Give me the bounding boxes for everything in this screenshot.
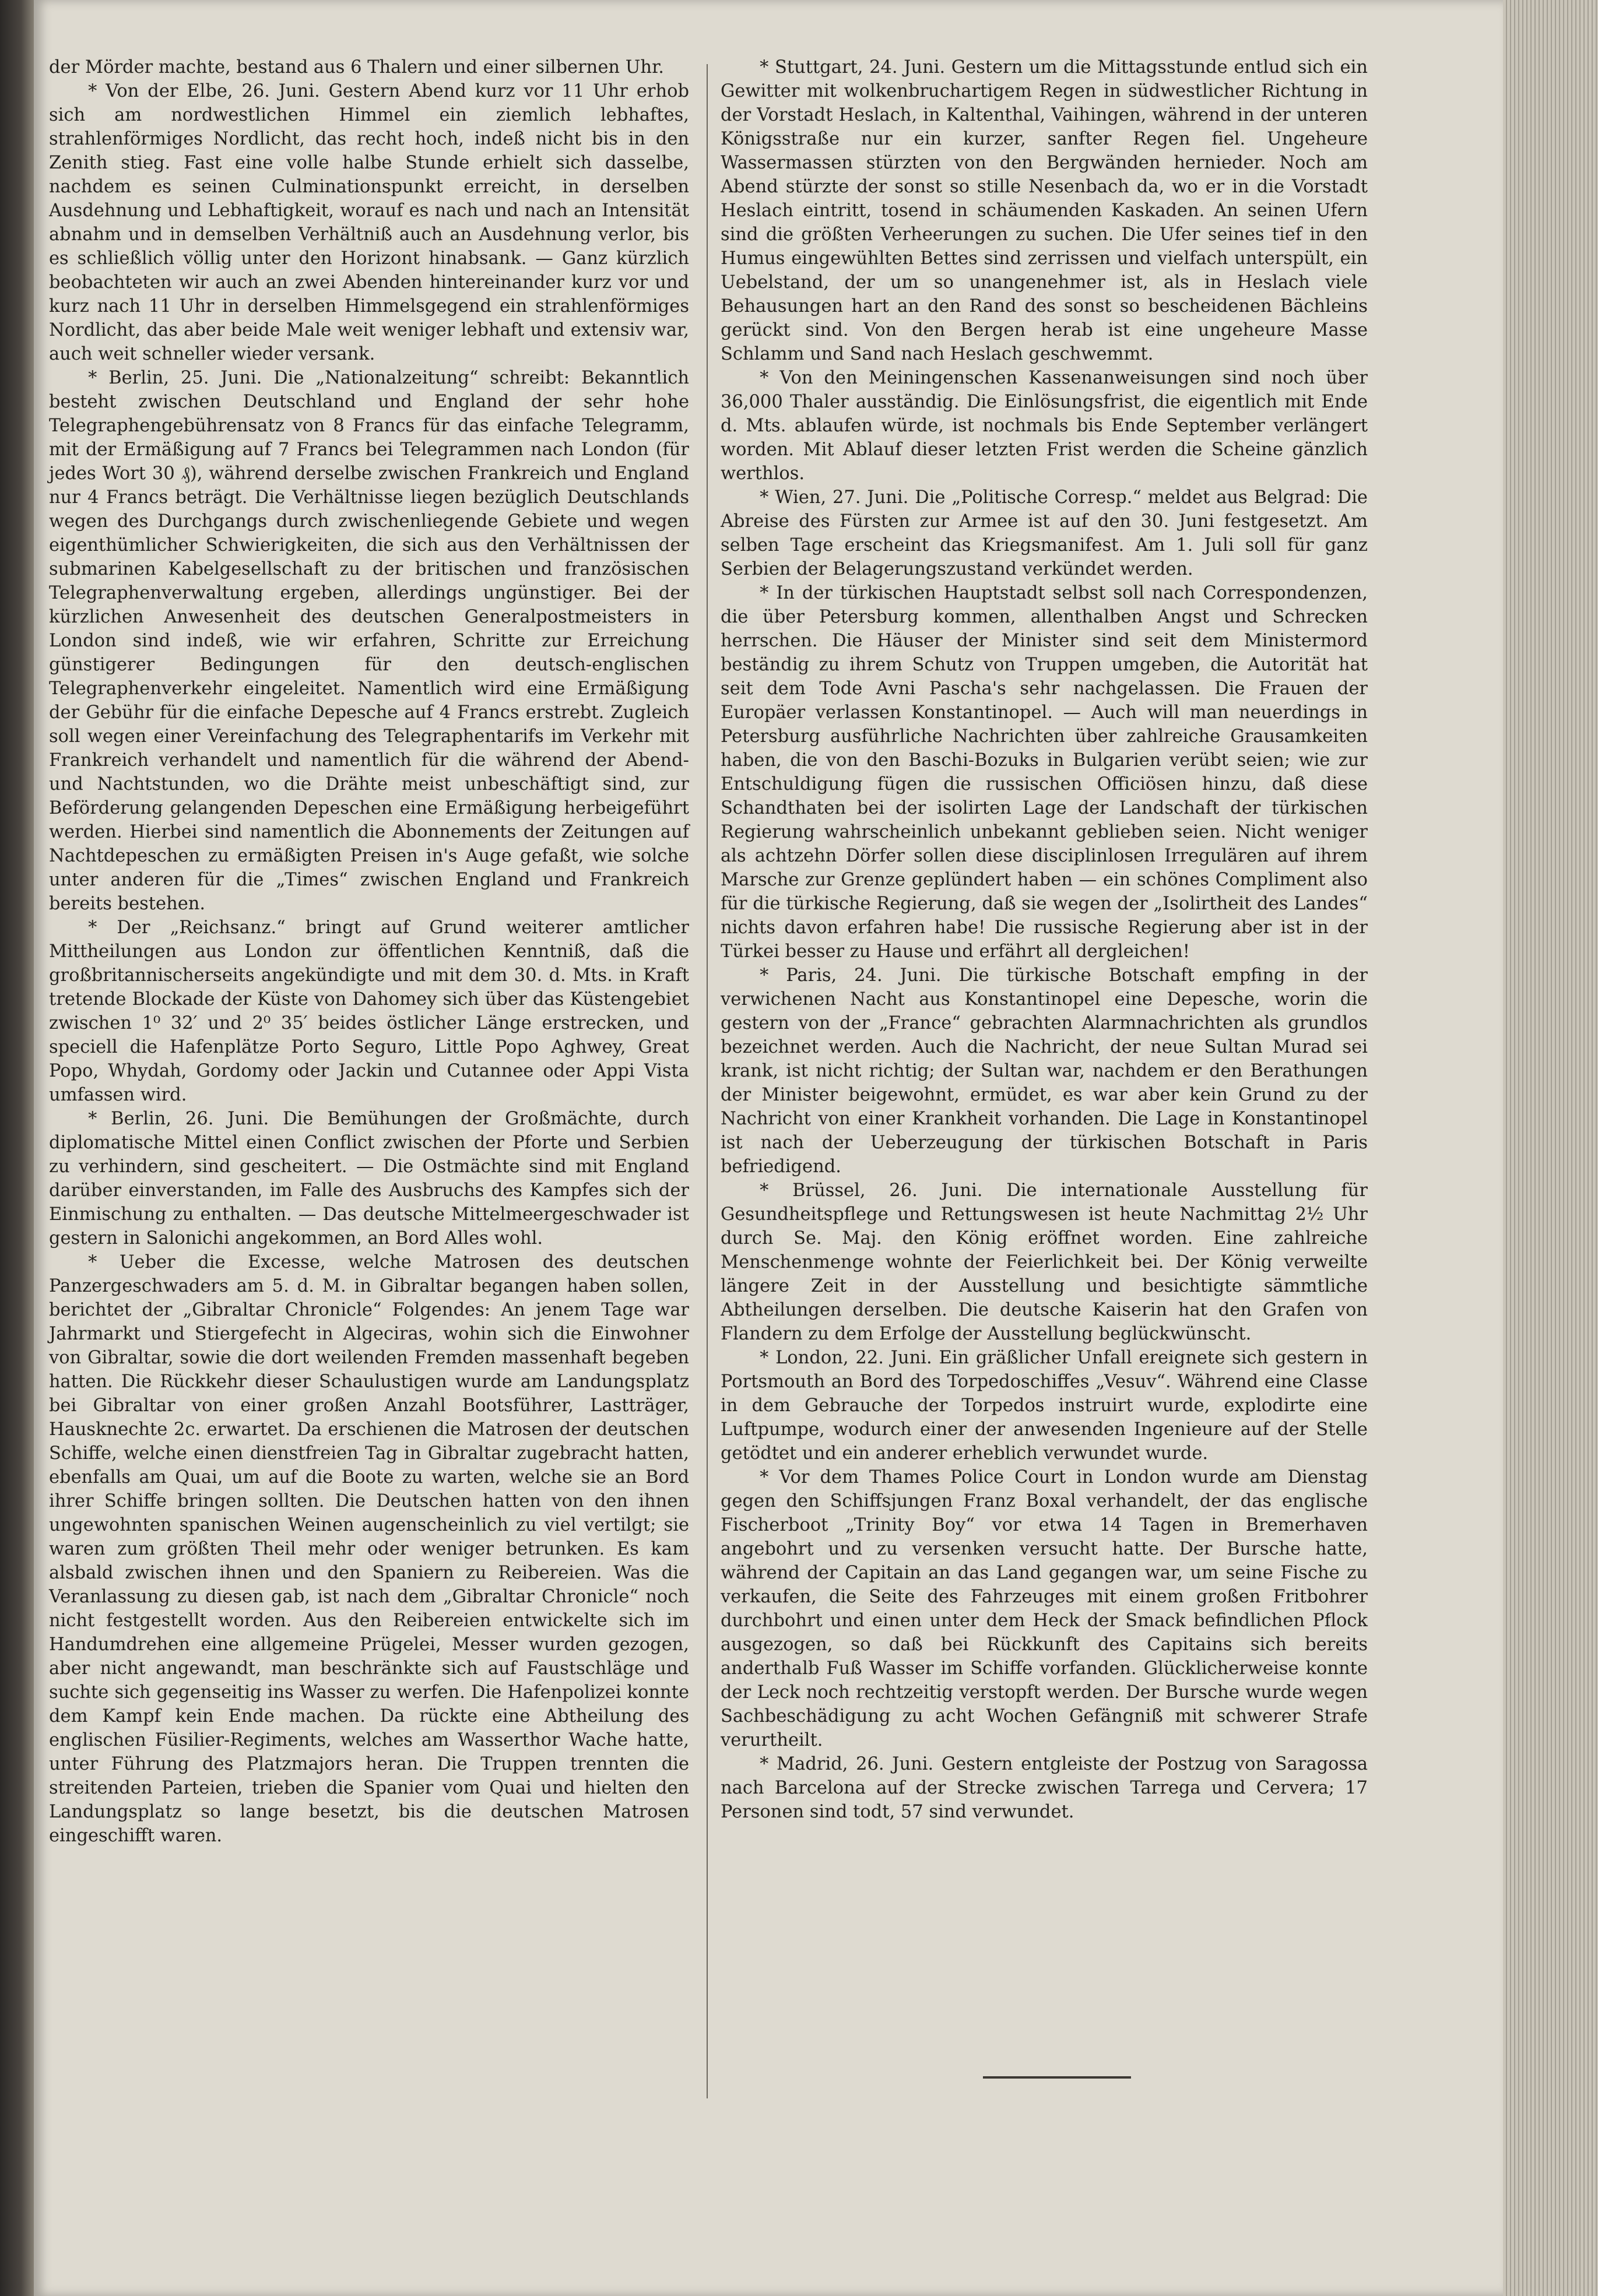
article-paragraph: * Wien, 27. Juni. Die „Politische Corresp.“ meldet aus Belgrad: Die Abreise des Fürsten zur Armee ist auf den 30. Juni festgesetzt. Am selben Tage erscheint das Kriegsmanifest. Am 1. Juli soll für ganz Serbien der Belagerungszustand verkündet werden.	[721, 487, 1368, 579]
article-paragraph: * Der „Reichsanz.“ bringt auf Grund weiterer amtlicher Mittheilungen aus London zur öffentlichen Kenntniß, daß die großbritannischerseits angekündigte und mit dem 30. d. Mts. in Kraft tretende Blockade der Küste von Dahomey sich über das Küstengebiet zwischen 1⁰ 32′ und 2⁰ 35′ beides östlicher Länge erstrecken, und speciell die Hafenplätze Porto Seguro, Little Popo Aghwey, Great Popo, Whydah, Gordomy oder Jackin und Cutannee oder Appi Vista umfassen wird.	[49, 917, 689, 1105]
binding-edge	[0, 0, 35, 2296]
article-paragraph: * Ueber die Excesse, welche Matrosen des deutschen Panzergeschwaders am 5. d. M. in Gibraltar begangen haben sollen, berichtet der „Gibraltar Chronicle“ Folgendes: An jenem Tage war Jahrmarkt und Stiergefecht in Algeciras, wohin sich die Einwohner von Gibraltar, sowie die dort weilenden Fremden massenhaft begeben hatten. Die Rückkehr dieser Schaulustigen wurde am Landungsplatz bei Gibraltar von einer großen Anzahl Bootsführer, Lastträger, Hausknechte 2c. erwartet. Da erschienen die Matrosen der deutschen Schiffe, welche einen dienstfreien Tag in Gibraltar zugebracht hatten, ebenfalls am Quai, um auf die Boote zu warten, welche sie an Bord ihrer Schiffe bringen sollten. Die Deutschen hatten von den ihnen ungewohnten spanischen Weinen augenscheinlich zu viel vertilgt; sie waren zum größten Theil mehr oder weniger betrunken. Es kam alsbald zwischen ihnen und den Spaniern zu Reibereien. Was die Veranlassung zu diesen gab, ist nach dem „Gibraltar Chronicle“ noch nicht festgestellt worden. Aus den Reibereien entwickelte sich im Handumdrehen eine allgemeine Prügelei, Messer wurden gezogen, aber nicht angewandt, man beschränkte sich auf Faustschläge und suchte sich gegenseitig ins Wasser zu werfen. Die Hafenpolizei konnte dem Kampf kein Ende machen. Da rückte eine Abtheilung des englischen Füsilier-Regiments, welches am Wasserthor Wache hatte, unter Führung des Platzmajors heran. Die Truppen trennten die streitenden Parteien, trieben die Spanier vom Quai und hielten den Landungsplatz so lange besetzt, bis die deutschen Matrosen eingeschifft waren.	[49, 1252, 689, 1846]
article-paragraph: * Stuttgart, 24. Juni. Gestern um die Mittagsstunde entlud sich ein Gewitter mit wolkenbruchartigem Regen in südwestlicher Richtung in der Vorstadt Heslach, in Kaltenthal, Vaihingen, während in der unteren Königsstraße nur ein kurzer, sanfter Regen fiel. Ungeheure Wassermassen stürzten von den Bergwänden hernieder. Noch am Abend stürzte der sonst so stille Nesenbach da, wo er in die Vorstadt Heslach eintritt, tosend in schäumenden Kaskaden. An seinen Ufern sind die größten Verheerungen zu suchen. Die Ufer seines tief in den Humus eingewühlten Bettes sind zerrissen und vielfach unterspült, ein Uebelstand, der um so unangenehmer ist, als in Heslach viele Behausungen hart an den Rand des sonst so bescheidenen Bächleins gerückt sind. Von den Bergen herab ist eine ungeheure Masse Schlamm und Sand nach Heslach geschwemmt.	[721, 57, 1368, 364]
article-paragraph: * Vor dem Thames Police Court in London wurde am Dienstag gegen den Schiffsjungen Franz Boxal verhandelt, der das englische Fischerboot „Trinity Boy“ vor etwa 14 Tagen in Bremerhaven angebohrt und zu versenken versucht hatte. Der Bursche hatte, während der Capitain an das Land gegangen war, um seine Fische zu verkaufen, die Seite des Fahrzeuges mit einem großen Fritbohrer durchbohrt und einen unter dem Heck der Smack befindlichen Pflock ausgezogen, so daß bei Rückkunft des Capitains sich bereits anderthalb Fuß Wasser im Schiffe vorfanden. Glücklicherweise konnte der Leck noch rechtzeitig verstopft werden. Der Bursche wurde wegen Sachbeschädigung zu acht Wochen Gefängniß mit schwerer Strafe verurtheilt.	[721, 1467, 1368, 1750]
article-paragraph: * In der türkischen Hauptstadt selbst soll nach Correspondenzen, die über Petersburg kommen, allenthalben Angst und Schrecken herrschen. Die Häuser der Minister sind seit dem Ministermord beständig zu ihrem Schutz von Truppen umgeben, die Autorität hat seit dem Tode Avni Pascha's sehr nachgelassen. Die Frauen der Europäer verlassen Konstantinopel. — Auch will man neuerdings in Petersburg ausführliche Nachrichten über zahlreiche Grausamkeiten haben, die von den Baschi-Bozuks in Bulgarien verübt seien; wie zur Entschuldigung fügen die russischen Officiösen hinzu, daß diese Schandthaten bei der isolirten Lage der Landschaft der türkischen Regierung wahrscheinlich unbekannt geblieben seien. Nicht weniger als achtzehn Dörfer sollen diese disciplinlosen Irregulären auf ihrem Marsche zur Grenze geplündert haben — ein schönes Compliment also für die türkische Regierung, daß sie wegen der „Isolirtheit des Landes“ nichts davon erfahren habe! Die russische Regierung aber ist in der Türkei besser zu Hause und erfährt all dergleichen!	[721, 583, 1368, 962]
column-divider	[707, 64, 708, 2098]
article-paragraph: * London, 22. Juni. Ein gräßlicher Unfall ereignete sich gestern in Portsmouth an Bord des Torpedoschiffes „Vesuv“. Während eine Classe in dem Gebrauche der Torpedos instruirt wurde, explodirte eine Luftpumpe, wodurch einer der anwesenden Ingenieure auf der Stelle getödtet und ein anderer erheblich verwundet wurde.	[721, 1348, 1368, 1464]
article-paragraph: * Berlin, 26. Juni. Die Bemühungen der Großmächte, durch diplomatische Mittel einen Conflict zwischen der Pforte und Serbien zu verhindern, sind gescheitert. — Die Ostmächte sind mit England darüber einverstanden, im Falle des Ausbruchs des Kampfes sich der Einmischung zu enthalten. — Das deutsche Mittelmeergeschwader ist gestern in Salonichi angekommen, an Bord Alles wohl.	[49, 1109, 689, 1249]
article-paragraph: * Berlin, 25. Juni. Die „Nationalzeitung“ schreibt: Bekanntlich besteht zwischen Deutschland und England der sehr hohe Telegraphengebührensatz von 8 Francs für das einfache Telegramm, mit der Ermäßigung auf 7 Francs bei Telegrammen nach London (für jedes Wort 30 ₰), während derselbe zwischen Frankreich und England nur 4 Francs beträgt. Die Verhältnisse liegen bezüglich Deutschlands wegen des Durchgangs durch zwischenliegende Gebiete und wegen eigenthümlicher Schwierigkeiten, die sich aus den Verhältnissen der submarinen Kabelgesellschaft zu der britischen und französischen Telegraphenverwaltung ergeben, allerdings ungünstiger. Bei der kürzlichen Anwesenheit des deutschen Generalpostmeisters in London sind indeß, wie wir erfahren, Schritte zur Erreichung günstigerer Bedingungen für den deutsch-englischen Telegraphenverkehr eingeleitet. Namentlich wird eine Ermäßigung der Gebühr für die einfache Depesche auf 4 Francs erstrebt. Zugleich soll wegen einer Vereinfachung des Telegraphentarifs im Verkehr mit Frankreich verhandelt und namentlich für die während der Abend- und Nachtstunden, wo die Drähte meist unbeschäftigt sind, zur Beförderung gelangenden Depeschen eine Ermäßigung herbeigeführt werden. Hierbei sind namentlich die Abonnements der Zeitungen auf Nachtdepeschen zu ermäßigten Preisen in's Auge gefaßt, wie solche unter anderen für die „Times“ zwischen England und Frankreich bereits bestehen.	[49, 368, 689, 914]
article-paragraph: * Von der Elbe, 26. Juni. Gestern Abend kurz vor 11 Uhr erhob sich am nordwestlichen Himmel ein ziemlich lebhaftes, strahlenförmiges Nordlicht, das recht hoch, indeß nicht bis in den Zenith stieg. Fast eine volle halbe Stunde erhielt sich dasselbe, nachdem es seinen Culminationspunkt erreicht, in derselben Ausdehnung und Lebhaftigkeit, worauf es nach und nach an Intensität abnahm und in demselben Verhältniß auch an Ausdehnung verlor, bis es schließlich völlig unter den Horizont hinabsank. — Ganz kürzlich beobachteten wir auch an zwei Abenden hintereinander kurz vor und kurz nach 11 Uhr in derselben Himmelsgegend ein strahlenförmiges Nordlicht, das aber beide Male weit weniger lebhaft und extensiv war, auch weit schneller wieder versank.	[49, 81, 689, 364]
article-paragraph: * Von den Meiningenschen Kassenanweisungen sind noch über 36,000 Thaler ausständig. Die Einlösungsfrist, die eigentlich mit Ende d. Mts. ablaufen würde, ist nochmals bis Ende September verlängert worden. Mit Ablauf dieser letzten Frist werden die Scheine gänzlich werthlos.	[721, 368, 1368, 484]
left-column	[49, 55, 689, 1848]
article-paragraph: der Mörder machte, bestand aus 6 Thalern und einer silbernen Uhr.	[49, 57, 664, 78]
article-paragraph: * Paris, 24. Juni. Die türkische Botschaft empfing in der verwichenen Nacht aus Konstantinopel eine Depesche, worin die gestern von der „France“ gebrachten Alarmnachrichten als grundlos bezeichnet werden. Auch die Nachricht, der neue Sultan Murad sei krank, ist nicht richtig; der Sultan war, nachdem er den Berathungen der Minister beigewohnt, ermüdet, es war aber kein Grund zu der Nachricht von einer Krankheit vorhanden. Die Lage in Konstantinopel ist nach der Ueberzeugung der türkischen Botschaft in Paris befriedigend.	[721, 965, 1368, 1177]
end-rule	[983, 2076, 1131, 2079]
right-column	[721, 55, 1368, 1824]
article-paragraph: * Madrid, 26. Juni. Gestern entgleiste der Postzug von Saragossa nach Barcelona auf der Strecke zwischen Tarrega und Cervera; 17 Personen sind todt, 57 sind verwundet.	[721, 1754, 1368, 1822]
page-stack-edge	[1503, 0, 1598, 2296]
article-paragraph: * Brüssel, 26. Juni. Die internationale Ausstellung für Gesundheitspflege und Rettungswesen ist heute Nachmittag 2½ Uhr durch Se. Maj. den König eröffnet worden. Eine zahlreiche Menschenmenge wohnte der Feierlichkeit bei. Der König verweilte längere Zeit in der Ausstellung und besichtigte sämmtliche Abtheilungen derselben. Die deutsche Kaiserin hat den Grafen von Flandern zu dem Erfolge der Ausstellung beglückwünscht.	[721, 1180, 1368, 1344]
